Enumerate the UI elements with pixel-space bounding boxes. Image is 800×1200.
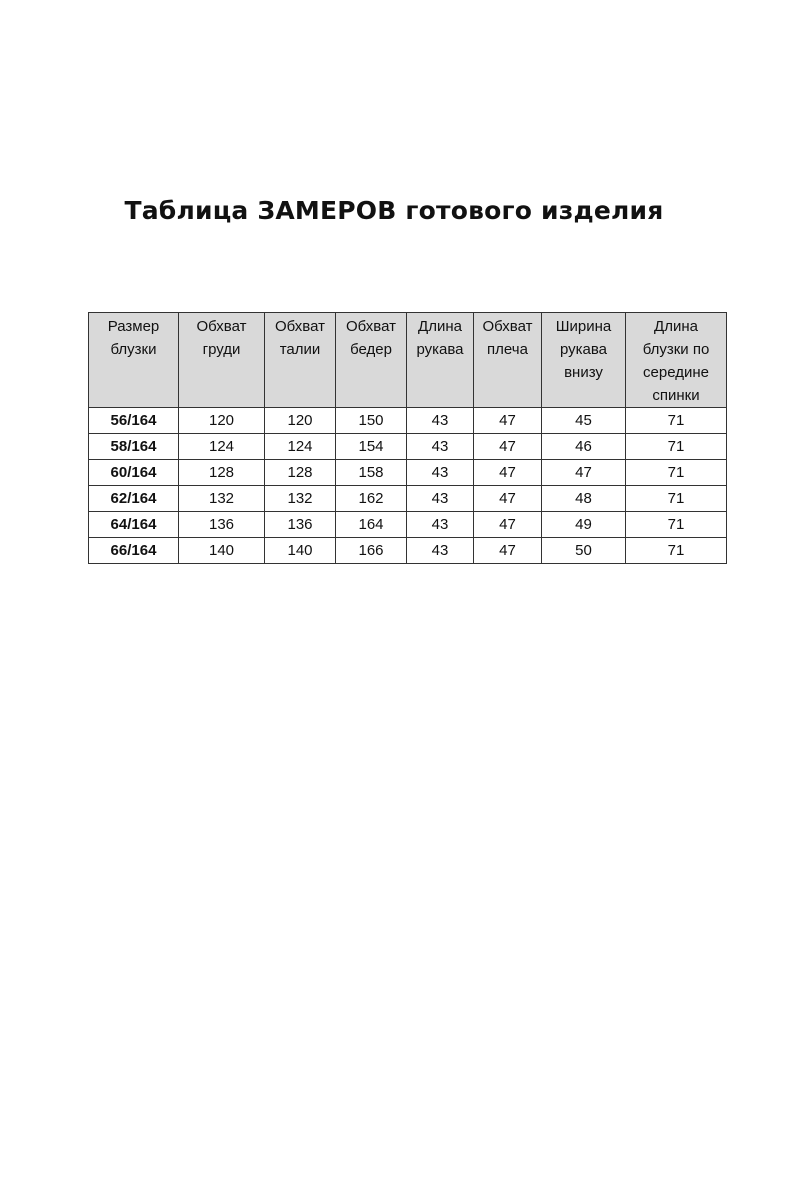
table-row — [89, 408, 727, 434]
header-cell-waist — [265, 313, 336, 408]
table-cell: 46 — [542, 434, 626, 460]
table-row — [89, 512, 727, 538]
table-cell: 48 — [542, 486, 626, 512]
size-cell: 66/164 — [89, 538, 179, 564]
header-text: Обхват — [346, 318, 396, 335]
header-text: Ширина — [555, 318, 612, 335]
table-cell: 71 — [626, 460, 727, 486]
table-cell: 47 — [474, 434, 542, 460]
header-text: Длина — [654, 318, 698, 335]
header-text: Обхват — [275, 318, 325, 335]
table-row — [89, 460, 727, 486]
table-cell: 47 — [474, 460, 542, 486]
table-cell: 132 — [179, 486, 265, 512]
table-row — [89, 486, 727, 512]
table-cell: 47 — [474, 538, 542, 564]
table-cell: 71 — [626, 512, 727, 538]
table-cell: 47 — [542, 460, 626, 486]
table-cell: 45 — [542, 408, 626, 434]
table-header-row — [89, 313, 727, 408]
table-cell: 124 — [179, 434, 265, 460]
header-text: плеча — [487, 341, 528, 358]
table-cell: 150 — [336, 408, 407, 434]
header-text: Обхват — [482, 318, 533, 335]
header-cell-blouse-length — [626, 313, 727, 408]
page-title: Таблица ЗАМЕРОВ готового изделия — [124, 196, 664, 225]
table-cell: 158 — [336, 460, 407, 486]
table-cell: 164 — [336, 512, 407, 538]
table-cell: 43 — [407, 460, 474, 486]
table-cell: 124 — [265, 434, 336, 460]
table-cell: 120 — [179, 408, 265, 434]
header-text: рукава — [559, 341, 608, 358]
header-text: груди — [202, 341, 241, 358]
header-cell-size — [89, 313, 179, 408]
header-text: внизу — [564, 364, 603, 381]
table-cell: 43 — [407, 434, 474, 460]
header-text: Размер — [107, 318, 160, 335]
header-text: Обхват — [196, 318, 247, 335]
table-cell: 43 — [407, 408, 474, 434]
header-text: спинки — [652, 387, 700, 404]
table-cell: 47 — [474, 408, 542, 434]
table-cell: 154 — [336, 434, 407, 460]
size-cell: 64/164 — [89, 512, 179, 538]
table-row — [89, 434, 727, 460]
table-cell: 132 — [265, 486, 336, 512]
table-cell: 140 — [179, 538, 265, 564]
header-cell-sleeve-length — [407, 313, 474, 408]
table-cell: 128 — [179, 460, 265, 486]
table-cell: 49 — [542, 512, 626, 538]
header-cell-hips — [336, 313, 407, 408]
table-cell: 140 — [265, 538, 336, 564]
size-cell: 58/164 — [89, 434, 179, 460]
header-cell-sleeve-width — [542, 313, 626, 408]
table-cell: 47 — [474, 486, 542, 512]
header-text: бедер — [350, 341, 392, 358]
header-cell-shoulder — [474, 313, 542, 408]
header-cell-chest — [179, 313, 265, 408]
table-cell: 50 — [542, 538, 626, 564]
table-cell: 43 — [407, 512, 474, 538]
measurements-table — [88, 312, 727, 564]
size-cell: 60/164 — [89, 460, 179, 486]
table-cell: 166 — [336, 538, 407, 564]
header-text: блузки — [110, 341, 157, 358]
size-cell: 62/164 — [89, 486, 179, 512]
table-cell: 136 — [265, 512, 336, 538]
table-cell: 43 — [407, 486, 474, 512]
table-cell: 71 — [626, 434, 727, 460]
table-cell: 71 — [626, 538, 727, 564]
header-text: Длина — [418, 318, 462, 335]
header-text: талии — [279, 341, 321, 358]
table-row — [89, 538, 727, 564]
table-cell: 120 — [265, 408, 336, 434]
table-cell: 71 — [626, 486, 727, 512]
header-text: блузки по — [642, 341, 710, 358]
table-cell: 43 — [407, 538, 474, 564]
table-cell: 71 — [626, 408, 727, 434]
header-text: середине — [643, 364, 709, 381]
table-cell: 47 — [474, 512, 542, 538]
table-cell: 162 — [336, 486, 407, 512]
header-text: рукава — [416, 341, 464, 358]
table-cell: 136 — [179, 512, 265, 538]
table-cell: 128 — [265, 460, 336, 486]
size-cell: 56/164 — [89, 408, 179, 434]
